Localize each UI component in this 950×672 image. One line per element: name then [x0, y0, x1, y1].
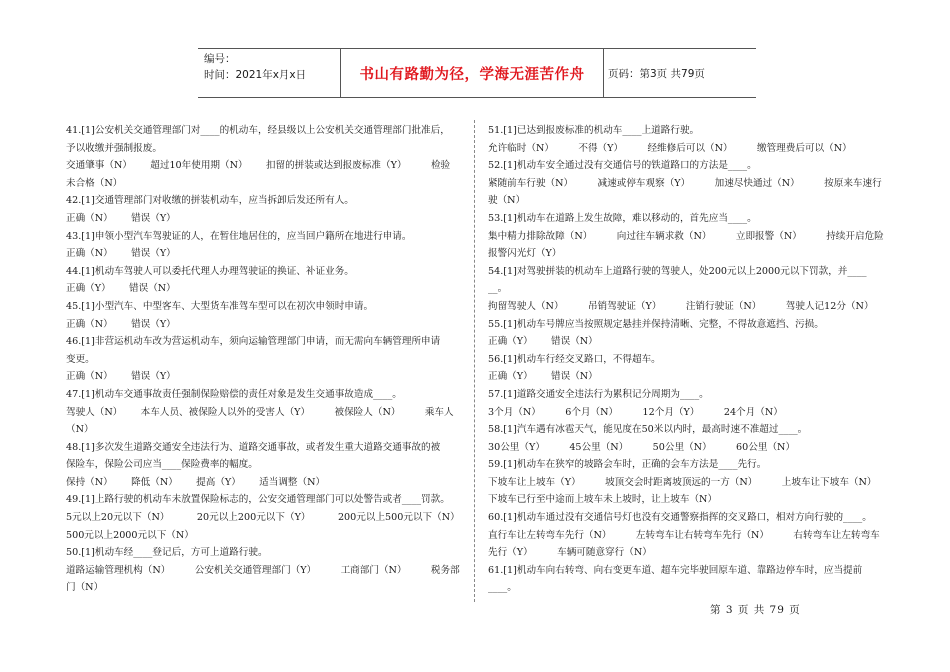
text-line: 30公里（Y） 45公里（N） 50公里（N） 60公里（N） — [488, 441, 796, 453]
text-line: 正确（Y） 错误（N） — [66, 283, 176, 295]
column-divider — [474, 120, 475, 602]
text-line: 46.[1]非营运机动车改为营运机动车，须向运输管理部门申请，而无需向车辆管理所申请 — [66, 336, 441, 348]
text-line: 交通肇事（N） 超过10年使用期（N） 扣留的拼装或达到报废标准（Y） 检验 — [66, 160, 451, 172]
text-line: 43.[1]申领小型汽车驾驶证的人，在暂住地居住的，应当回户籍所在地进行申请。 — [66, 230, 412, 242]
text-line: 驾驶人（N） 本车人员、被保险人以外的受害人（Y） 被保险人（N） 乘车人 — [66, 406, 454, 418]
text-line: 先行（Y） 车辆可随意穿行（N） — [488, 547, 652, 559]
text-line: 下坡车已行至中途而上坡车未上坡时，让上坡车（N） — [488, 494, 718, 506]
text-line: 正确（N） 错误（Y） — [66, 248, 176, 260]
text-line: 58.[1]汽车遇有冰雹天气，能见度在50米以内时，最高时速不准超过____。 — [488, 424, 808, 436]
text-line: 变更。 — [66, 353, 95, 365]
left-question-column — [66, 122, 471, 597]
text-line: 60.[1]机动车通过没有交通信号灯也没有交通警察指挥的交叉路口，相对方向行驶的____。 — [488, 512, 872, 524]
text-line: 道路运输管理机构（N） 公安机关交通管理部门（Y） 工商部门（N） 税务部 — [66, 564, 460, 576]
text-line: 500元以上2000元以下（N） — [66, 529, 194, 541]
text-line: 49.[1]上路行驶的机动车未放置保险标志的，公安交通管理部门可以处警告或者____罚款。 — [66, 494, 450, 506]
document-time-label: 时间：2021年x月x日 — [204, 69, 307, 81]
text-line: 正确（N） 错误（Y） — [66, 212, 176, 224]
text-line: 57.[1]道路交通安全违法行为累积记分周期为____。 — [488, 388, 709, 400]
text-line: 50.[1]机动车经____登记后，方可上道路行驶。 — [66, 547, 268, 559]
header-meta — [204, 51, 340, 95]
text-line: 予以收缴并强制报废。 — [66, 142, 162, 154]
text-line: 44.[1]机动车驾驶人可以委托代理人办理驾驶证的换证、补证业务。 — [66, 265, 354, 277]
text-line: 驶（N） — [488, 195, 526, 207]
text-line: 55.[1]机动车号牌应当按照规定悬挂并保持清晰、完整，不得故意遮挡、污损。 — [488, 318, 824, 330]
text-line: 48.[1]多次发生道路交通安全违法行为、道路交通事故，或者发生重大道路交通事故的被 — [66, 441, 441, 453]
text-line: 45.[1]小型汽车、中型客车、大型货车准驾车型可以在初次申领时申请。 — [66, 300, 374, 312]
text-line: 下坡车让上坡车（Y） 坡顶交会时距离坡顶远的一方（N） 上坡车让下坡车（N） — [488, 476, 877, 488]
text-line: 报警闪光灯（Y） — [488, 248, 562, 260]
text-line: 59.[1]机动车在狭窄的坡路会车时，正确的会车方法是____先行。 — [488, 459, 767, 471]
header-page-label: 页码：第3页 共79页 — [608, 67, 705, 80]
right-question-column — [488, 122, 888, 597]
text-line: （N） — [66, 424, 94, 436]
text-line: 正确（Y） 错误（N） — [488, 336, 598, 348]
document-number-label: 编号： — [204, 53, 236, 65]
text-line: 保险车，保险公司应当____保险费率的幅度。 — [66, 459, 258, 471]
text-line: 保持（N） 降低（N） 提高（Y） 适当调整（N） — [66, 476, 326, 488]
text-line: 集中精力排除故障（N） 向过往车辆求救（N） 立即报警（N） 持续开启危险 — [488, 230, 884, 242]
text-line: 42.[1]交通管理部门对收缴的拼装机动车，应当拆卸后发还所有人。 — [66, 195, 354, 207]
header-motto: 书山有路勤为径，学海无涯苦作舟 — [340, 49, 604, 97]
text-line: 允许临时（N） 不得（Y） 经维修后可以（N） 缴管理费后可以（N） — [488, 142, 852, 154]
text-line: 51.[1]已达到报废标准的机动车____上道路行驶。 — [488, 125, 700, 136]
text-line: 拘留驾驶人（N） 吊销驾驶证（Y） 注销行驶证（N） 驾驶人记12分（N） — [488, 300, 874, 312]
text-line: 正确（Y） 错误（N） — [488, 371, 598, 383]
text-line: 41.[1]公安机关交通管理部门对____的机动车，经县级以上公安机关交通管理部门批准后， — [66, 125, 450, 136]
text-line: 53.[1]机动车在道路上发生故障，难以移动的，首先应当____。 — [488, 212, 757, 224]
text-line: 正确（N） 错误（Y） — [66, 318, 176, 330]
page-header — [198, 48, 756, 98]
text-line: 61.[1]机动车向右转弯、向右变更车道、超车完毕驶回原车道、靠路边停车时，应当提前 — [488, 564, 863, 576]
text-line: 52.[1]机动车安全通过没有交通信号的铁道路口的方法是____。 — [488, 160, 757, 172]
page-footer: 第 3 页 共 79 页 — [710, 604, 801, 616]
text-line: ____。 — [488, 582, 517, 594]
text-line: 56.[1]机动车行经交叉路口，不得超车。 — [488, 353, 661, 365]
text-line: 门（N） — [66, 582, 104, 594]
text-line: 正确（N） 错误（Y） — [66, 371, 176, 383]
text-line: 54.[1]对驾驶拼装的机动车上道路行驶的驾驶人，处200元以上2000元以下罚款，并____ — [488, 265, 867, 277]
text-line: 47.[1]机动车交通事故责任强制保险赔偿的责任对象是发生交通事故造成____。 — [66, 388, 402, 400]
text-line: __。 — [488, 283, 508, 295]
text-line: 直行车让左转弯车先行（N） 左转弯车让右转弯车先行（N） 右转弯车让左转弯车 — [488, 529, 880, 541]
text-line: 5元以上20元以下（N） 20元以上200元以下（Y） 200元以上500元以下（N） — [66, 512, 460, 524]
text-line: 未合格（N） — [66, 177, 123, 189]
text-line: 3个月（N） 6个月（N） 12个月（Y） 24个月（N） — [488, 406, 783, 418]
text-line: 紧随前车行驶（N） 减速或停车观察（Y） 加速尽快通过（N） 按原来车速行 — [488, 177, 882, 189]
